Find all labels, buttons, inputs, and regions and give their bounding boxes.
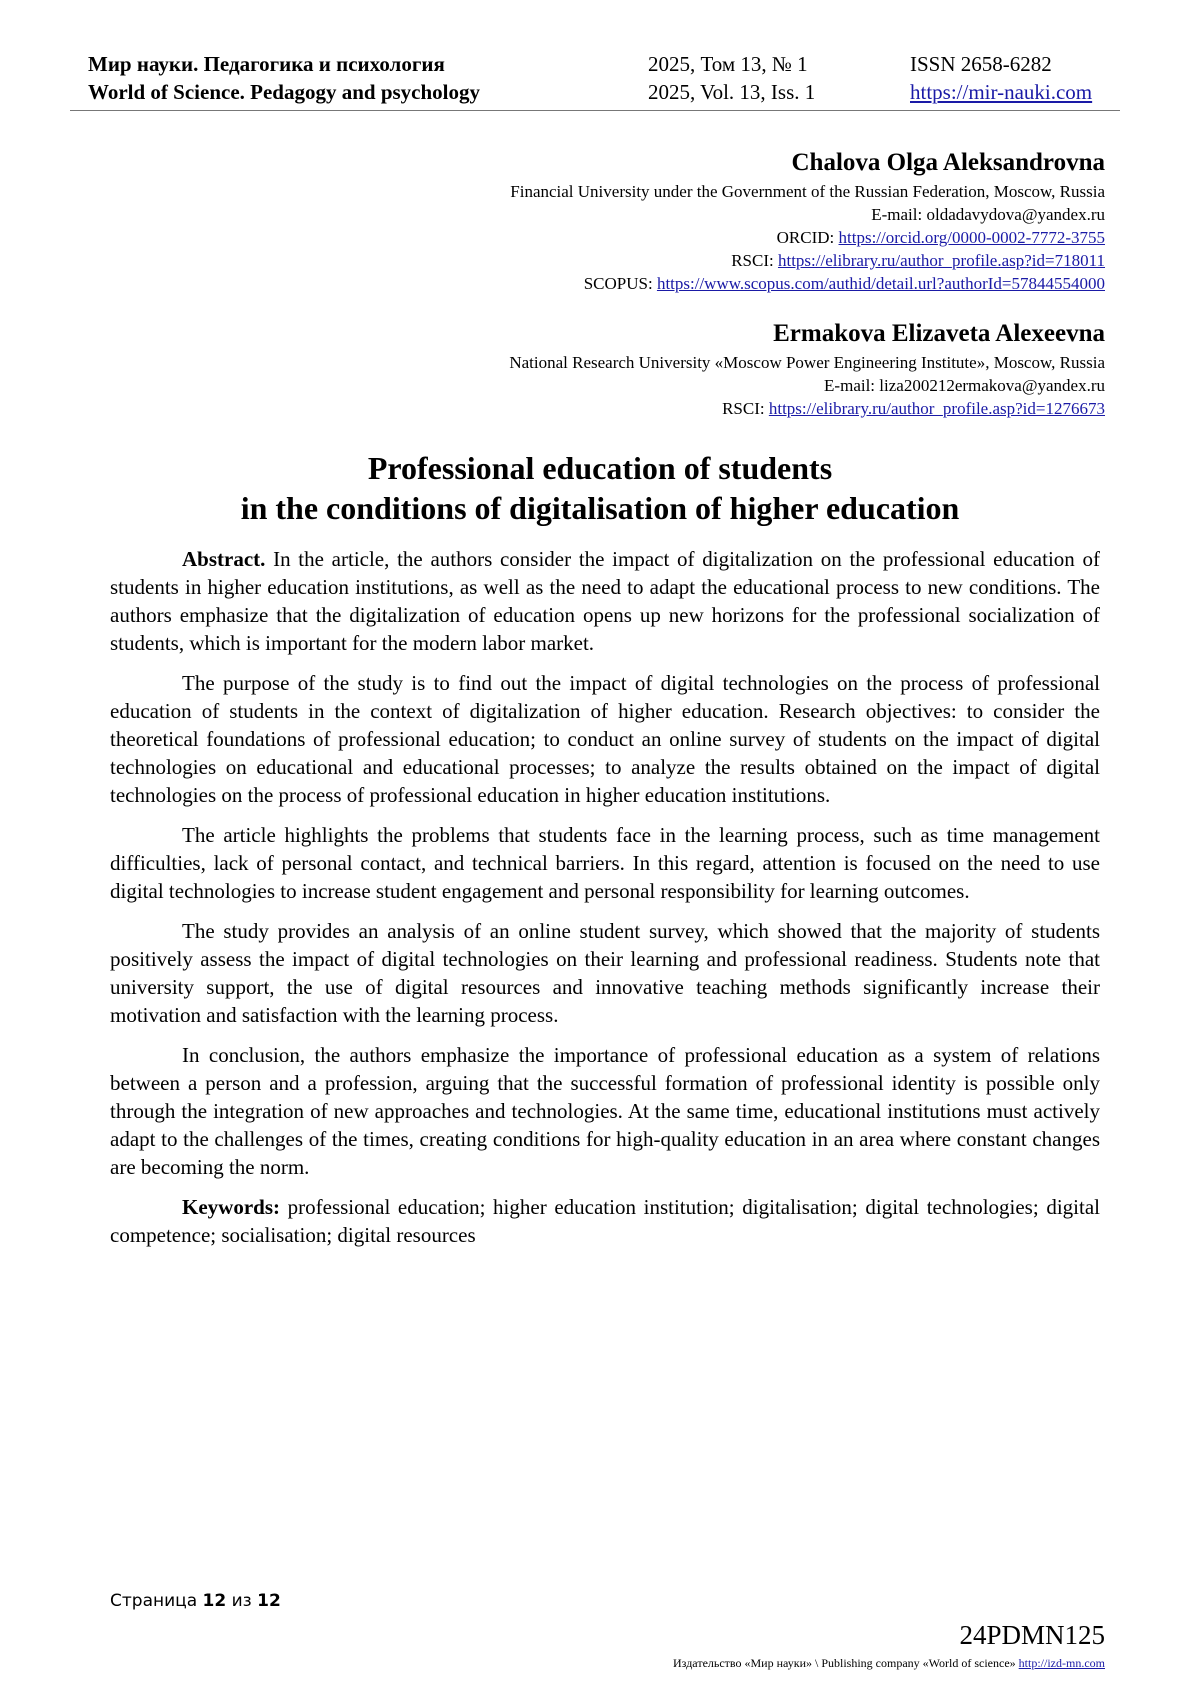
- rsci-link[interactable]: https://elibrary.ru/author_profile.asp?id=1276673: [768, 399, 1105, 418]
- abstract-paragraph: The study provides an analysis of an online student survey, which showed that the majority of students positively assess the impact of digital technologies on their learning and professional readiness. Students note that university support, the use of digital resources and innovative teaching methods significantly increase their motivation and satisfaction with the learning process.: [110, 919, 1100, 1027]
- journal-title-ru: Мир науки. Педагогика и психология: [88, 52, 445, 76]
- keywords: Keywords: professional education; higher education institution; digitalisation; digital technologies; digital competence; socialisation; digital resources: [110, 1195, 1100, 1247]
- author-name: Chalova Olga Aleksandrovna: [791, 149, 1105, 176]
- abstract-body: [110, 545, 1100, 1261]
- author-email: E-mail: oldadavydova@yandex.ru: [871, 205, 1105, 224]
- title-line-2: in the conditions of digitalisation of higher education: [240, 490, 960, 526]
- author-name: Ermakova Elizaveta Alexeevna: [773, 320, 1105, 347]
- article-code: 24PDMN125: [959, 1620, 1105, 1650]
- header-row-ru: [88, 50, 1128, 78]
- abstract-paragraph: In conclusion, the authors emphasize the importance of professional education as a system of relations between a person and a profession, arguing that the successful formation of professional identity is possible only through the integration of new approaches and technologies. At the same time, educational institutions must actively adapt to the challenges of the times, creating conditions for high-quality education in an area where constant changes are becoming the norm.: [110, 1043, 1100, 1179]
- author-rsci: RSCI: https://elibrary.ru/author_profile.asp?id=718011: [731, 251, 1105, 270]
- author-email: E-mail: liza200212ermakova@yandex.ru: [824, 376, 1105, 395]
- abstract-paragraph: The article highlights the problems that students face in the learning process, such as time management difficulties, lack of personal contact, and technical barriers. In this regard, attention is focused on the need to use digital technologies to increase student engagement and personal responsibility for learning outcomes.: [110, 823, 1100, 903]
- author-2: [205, 319, 1105, 420]
- article-title: [100, 448, 1100, 528]
- orcid-link[interactable]: https://orcid.org/0000-0002-7772-3755: [838, 228, 1105, 247]
- author-orcid: ORCID: https://orcid.org/0000-0002-7772-3755: [776, 228, 1105, 247]
- title-line-1: Professional education of students: [367, 450, 833, 486]
- abstract-paragraph: Abstract. In the article, the authors consider the impact of digitalization on the professional education of students in higher education institutions, as well as the need to adapt the educational process to new conditions. The authors emphasize that the digitalization of education opens up new horizons for the professional socialization of students, which is important for the modern labor market.: [110, 547, 1100, 655]
- authors-block: [205, 148, 1105, 420]
- abstract-label: Abstract.: [182, 547, 266, 571]
- keywords-label: Keywords:: [182, 1195, 280, 1219]
- issn: ISSN 2658-6282: [910, 52, 1052, 76]
- volume-en: 2025, Vol. 13, Iss. 1: [648, 80, 816, 104]
- publisher-link[interactable]: http://izd-mn.com: [1018, 1656, 1105, 1670]
- header-row-en: [88, 78, 1128, 106]
- author-rsci: RSCI: https://elibrary.ru/author_profile.asp?id=1276673: [722, 399, 1105, 418]
- rsci-link[interactable]: https://elibrary.ru/author_profile.asp?id=718011: [777, 251, 1105, 270]
- author-affiliation: National Research University «Moscow Power Engineering Institute», Moscow, Russia: [509, 353, 1105, 372]
- volume-ru: 2025, Том 13, № 1: [648, 52, 808, 76]
- scopus-link[interactable]: https://www.scopus.com/authid/detail.url?authorId=57844554000: [656, 274, 1105, 293]
- author-affiliation: Financial University under the Government of the Russian Federation, Moscow, Russia: [510, 182, 1105, 201]
- journal-header: [88, 50, 1128, 106]
- author-scopus: SCOPUS: https://www.scopus.com/authid/detail.url?authorId=57844554000: [583, 274, 1105, 293]
- page-number: Страница 12 из 12: [110, 1591, 281, 1611]
- header-divider: [70, 110, 1120, 111]
- journal-site-link[interactable]: https://mir-nauki.com: [910, 80, 1093, 104]
- abstract-paragraph: The purpose of the study is to find out the impact of digital technologies on the process of professional education of students in the context of digitalization of higher education. Research objectives: to consider the theoretical foundations of professional education; to conduct an online survey of students on the impact of digital technologies on educational and educational processes; to analyze the results obtained on the impact of digital technologies on the process of professional education in higher education institutions.: [110, 671, 1100, 807]
- author-1: [205, 148, 1105, 295]
- journal-title-en: World of Science. Pedagogy and psychology: [88, 80, 481, 104]
- publisher-line: Издательство «Мир науки» \ Publishing company «World of science» http://izd-mn.com: [673, 1656, 1105, 1670]
